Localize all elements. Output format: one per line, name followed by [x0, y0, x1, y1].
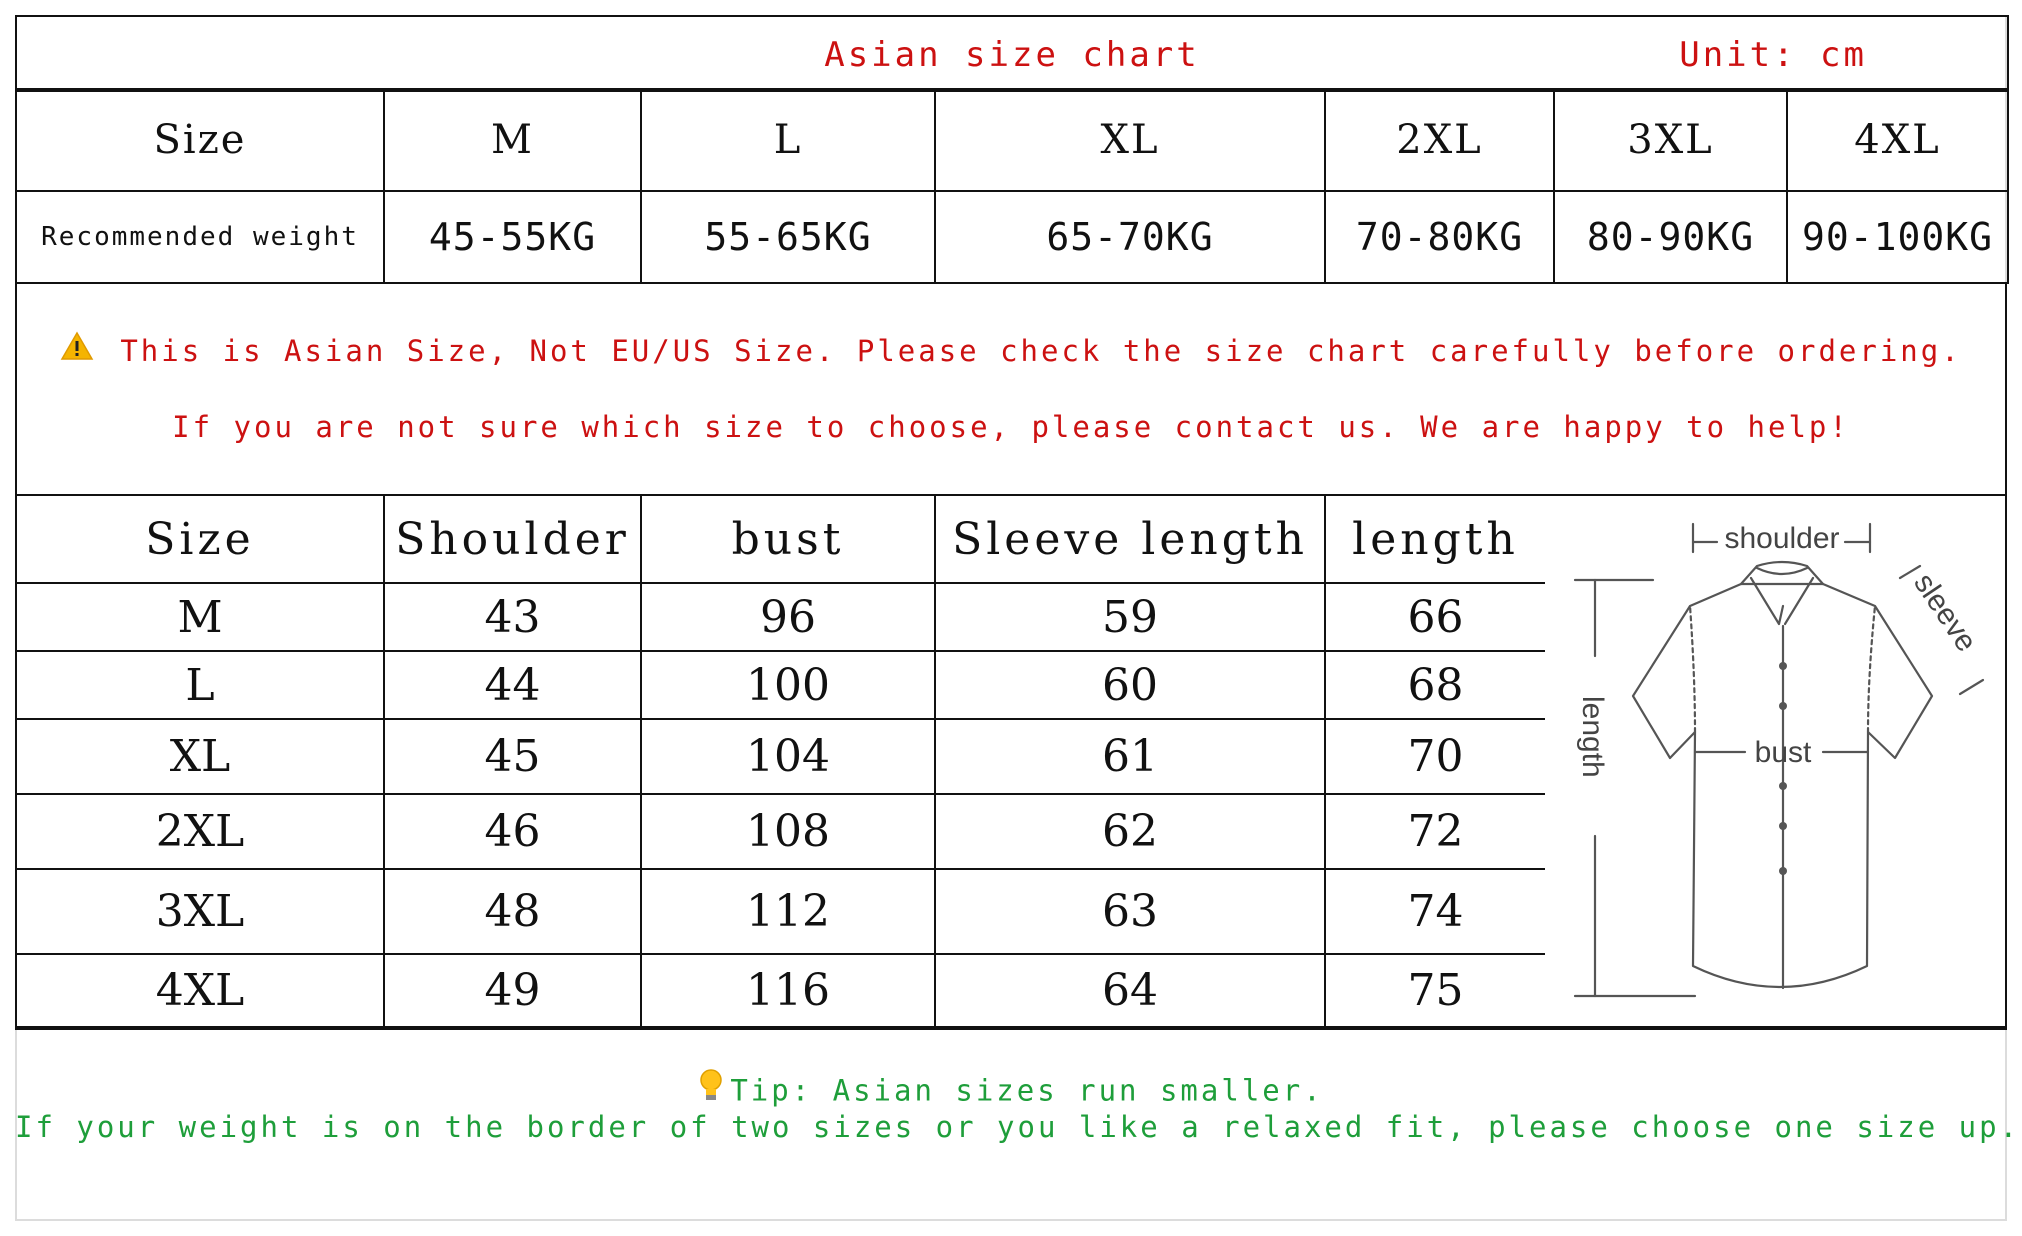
weight-row [16, 191, 2008, 283]
col-shoulder: Shoulder [384, 495, 641, 583]
cell-length: 74 [1325, 869, 1546, 954]
table-row [16, 869, 1546, 954]
shirt-diagram-cell [1545, 494, 2007, 1028]
cell-sleeve: 62 [935, 794, 1325, 869]
weight-2xl: 70-80KG [1325, 191, 1554, 283]
tip-text-1: Tip: Asian sizes run smaller. [730, 1073, 1324, 1108]
cell-size: 4XL [16, 954, 384, 1027]
cell-size: L [16, 651, 384, 719]
weight-m: 45-55KG [384, 191, 641, 283]
cell-bust: 96 [641, 583, 935, 651]
cell-length: 66 [1325, 583, 1546, 651]
cell-shoulder: 49 [384, 954, 641, 1027]
weight-l: 55-65KG [641, 191, 935, 283]
tip-line-2: If your weight is on the border of two sizes or you like a relaxed fit, please choose one size up. [15, 1110, 2021, 1144]
table-row [16, 954, 1546, 1027]
cell-sleeve: 59 [935, 583, 1325, 651]
size-xl: XL [935, 89, 1325, 191]
size-l: L [641, 89, 935, 191]
measurements-header-row [16, 495, 1546, 583]
weight-3xl: 80-90KG [1554, 191, 1787, 283]
cell-bust: 108 [641, 794, 935, 869]
size-m: M [384, 89, 641, 191]
size-notice [15, 282, 2007, 494]
tip-line-1 [15, 1072, 2007, 1113]
cell-size: M [16, 583, 384, 651]
cell-sleeve: 64 [935, 954, 1325, 1027]
weight-4xl: 90-100KG [1787, 191, 2008, 283]
cell-shoulder: 46 [384, 794, 641, 869]
cell-bust: 112 [641, 869, 935, 954]
warning-icon [60, 331, 94, 368]
cell-size: 3XL [16, 869, 384, 954]
col-length: length [1325, 495, 1546, 583]
shirt-diagram [1545, 496, 2005, 1028]
cell-shoulder: 48 [384, 869, 641, 954]
sleeve-label: sleeve [1907, 567, 1984, 658]
cell-length: 70 [1325, 719, 1546, 794]
notice-line-2: If you are not sure which size to choose, please contact us. We are happy to help! [172, 410, 1850, 444]
cell-shoulder: 44 [384, 651, 641, 719]
title-cell [16, 16, 2008, 91]
cell-shoulder: 43 [384, 583, 641, 651]
cell-size: 2XL [16, 794, 384, 869]
cell-shoulder: 45 [384, 719, 641, 794]
cell-sleeve: 61 [935, 719, 1325, 794]
col-bust: bust [641, 495, 935, 583]
notice-line-1 [17, 334, 2005, 372]
tip-section [15, 1028, 2021, 1221]
size-2xl: 2XL [1325, 89, 1554, 191]
size-3xl: 3XL [1554, 89, 1787, 191]
weight-table [15, 88, 2009, 284]
cell-sleeve: 63 [935, 869, 1325, 954]
col-sleeve-length: Sleeve length [935, 495, 1325, 583]
table-row [16, 651, 1546, 719]
size-4xl: 4XL [1787, 89, 2008, 191]
shoulder-label: shoulder [1724, 522, 1840, 555]
cell-sleeve: 60 [935, 651, 1325, 719]
unit-label: Unit: cm [1679, 35, 1867, 75]
chart-title: Asian size chart [824, 35, 1200, 75]
table-row [16, 719, 1546, 794]
size-header: Size [16, 89, 384, 191]
table-row [16, 794, 1546, 869]
col-size: Size [16, 495, 384, 583]
cell-length: 72 [1325, 794, 1546, 869]
cell-bust: 116 [641, 954, 935, 1027]
lightbulb-icon [698, 1068, 724, 1109]
table-row [16, 583, 1546, 651]
cell-bust: 104 [641, 719, 935, 794]
bust-label: bust [1754, 736, 1812, 769]
cell-length: 75 [1325, 954, 1546, 1027]
weight-header: Recommended weight [16, 191, 384, 283]
weight-xl: 65-70KG [935, 191, 1325, 283]
notice-text-1: This is Asian Size, Not EU/US Size. Please check the size chart carefully before ordering. [120, 334, 1962, 368]
cell-bust: 100 [641, 651, 935, 719]
length-label: length [1576, 696, 1609, 778]
size-row [16, 89, 2008, 191]
cell-size: XL [16, 719, 384, 794]
cell-length: 68 [1325, 651, 1546, 719]
title-bar [15, 15, 2009, 92]
measurements-table [15, 494, 1547, 1028]
